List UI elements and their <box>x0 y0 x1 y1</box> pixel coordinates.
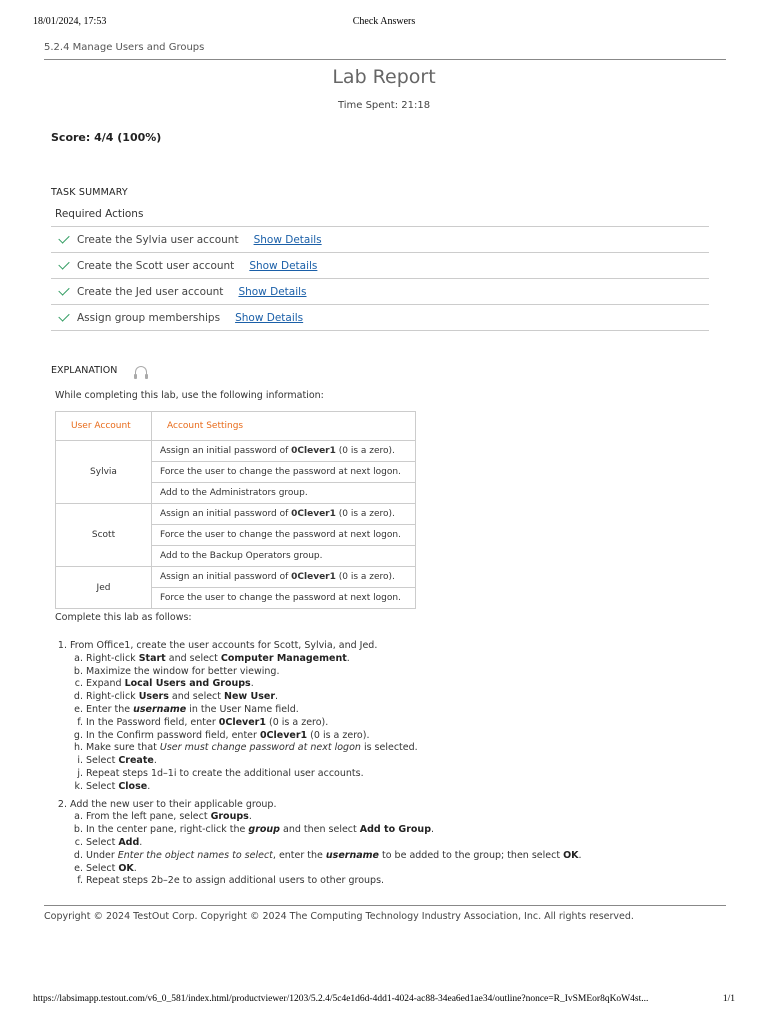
account-settings-table <box>55 411 416 609</box>
setting-cell: Add to the Backup Operators group. <box>152 546 416 567</box>
breadcrumb: 5.2.4 Manage Users and Groups <box>44 42 205 53</box>
step: 1. From Office1, create the user accounts for Scott, Sylvia, and Jed. a. Right-click Start and select Computer Management. b. Maximize the window for better viewing. c. Expand Local Users and Groups. d. Right-click Users and select New User. e. Enter the username in the User Name field. f. In the Password field, enter 0Clever1 (0 is a zero). g. In the Confirm password field, enter 0Clever1 (0 is a zero). h. Make sure that User must change password at next logon is selected. i. Select Create. j. Repeat steps 1d–1i to create the additional user accounts. k. Select Close. <box>70 640 710 794</box>
print-datetime: 18/01/2024, 17:53 <box>33 16 107 27</box>
show-details-link[interactable]: Show Details <box>238 285 307 298</box>
check-icon <box>58 310 69 321</box>
setting-cell: Force the user to change the password at next logon. <box>152 462 416 483</box>
page-title: Lab Report <box>332 66 436 88</box>
show-details-link[interactable]: Show Details <box>235 311 304 324</box>
time-spent: Time Spent: 21:18 <box>337 100 431 111</box>
substep: a. From the left pane, select Groups. <box>86 811 710 824</box>
action-row <box>51 253 709 279</box>
action-row <box>51 279 709 305</box>
substep: a. Right-click Start and select Computer Management. <box>86 653 710 666</box>
setting-cell: Add to the Administrators group. <box>152 483 416 504</box>
steps-list <box>60 640 710 893</box>
substep: b. Maximize the window for better viewing. <box>86 666 710 679</box>
explanation-label: EXPLANATION <box>51 365 118 376</box>
table-row <box>56 441 416 462</box>
substep: d. Under Enter the object names to select, enter the username to be added to the group; then select OK. <box>86 850 710 863</box>
score: Score: 4/4 (100%) <box>51 131 162 144</box>
substep: i. Select Create. <box>86 755 710 768</box>
action-row <box>51 305 709 331</box>
user-name: Scott <box>56 504 152 567</box>
substep: e. Select OK. <box>86 863 710 876</box>
print-page-number: 1/1 <box>722 994 735 1004</box>
check-icon <box>58 232 69 243</box>
user-name: Jed <box>56 567 152 609</box>
headphones-icon[interactable] <box>135 366 147 376</box>
setting-cell: Assign an initial password of 0Clever1 (0 is a zero). <box>152 441 416 462</box>
check-icon <box>58 284 69 295</box>
setting-cell: Assign an initial password of 0Clever1 (0 is a zero). <box>152 567 416 588</box>
substep: b. In the center pane, right-click the group and then select Add to Group. <box>86 824 710 837</box>
print-url: https://labsimapp.testout.com/v6_0_581/index.html/productviewer/1203/5.2.4/5c4e1d6d-4dd1-4024-ac88-34ea6ed1ae34/outline?nonce=R_IvSMEor8qKoW4st... <box>33 994 649 1004</box>
setting-cell: Force the user to change the password at next logon. <box>152 588 416 609</box>
setting-cell: Force the user to change the password at next logon. <box>152 525 416 546</box>
action-text: Create the Jed user account <box>77 285 224 298</box>
user-name: Sylvia <box>56 441 152 504</box>
step: 2. Add the new user to their applicable group. a. From the left pane, select Groups. b. In the center pane, right-click the group and then select Add to Group. c. Select Add. d. Under Enter the object names to select, enter the username to be added to the group; then select OK. e. Select OK. f. Repeat steps 2b–2e to assign additional users to other groups. <box>70 799 710 889</box>
complete-instructions-intro: Complete this lab as follows: <box>55 612 192 623</box>
substep: j. Repeat steps 1d–1i to create the additional user accounts. <box>86 768 710 781</box>
substeps-list <box>70 653 710 794</box>
action-text: Create the Scott user account <box>77 259 235 272</box>
substep: k. Select Close. <box>86 781 710 794</box>
substep: c. Select Add. <box>86 837 710 850</box>
action-row <box>51 227 709 253</box>
column-header-account-settings: Account Settings <box>152 412 416 441</box>
substeps-list <box>70 811 710 888</box>
explanation-intro: While completing this lab, use the following information: <box>55 390 324 401</box>
action-text: Create the Sylvia user account <box>77 233 239 246</box>
setting-cell: Assign an initial password of 0Clever1 (0 is a zero). <box>152 504 416 525</box>
explanation-heading <box>51 365 147 376</box>
substep: c. Expand Local Users and Groups. <box>86 678 710 691</box>
show-details-link[interactable]: Show Details <box>249 259 318 272</box>
substep: d. Right-click Users and select New User. <box>86 691 710 704</box>
print-page-title: Check Answers <box>352 16 416 27</box>
substep: g. In the Confirm password field, enter 0Clever1 (0 is a zero). <box>86 730 710 743</box>
column-header-user-account: User Account <box>56 412 152 441</box>
copyright: Copyright © 2024 TestOut Corp. Copyright © 2024 The Computing Technology Industry Association, Inc. All rights reserved. <box>44 911 634 922</box>
task-summary-heading: TASK SUMMARY <box>51 187 128 198</box>
table-row <box>56 567 416 588</box>
substep: f. In the Password field, enter 0Clever1 (0 is a zero). <box>86 717 710 730</box>
substep: h. Make sure that User must change password at next logon is selected. <box>86 742 710 755</box>
table-row <box>56 504 416 525</box>
action-text: Assign group memberships <box>77 311 221 324</box>
divider <box>44 905 726 906</box>
show-details-link[interactable]: Show Details <box>253 233 322 246</box>
substep: e. Enter the username in the User Name field. <box>86 704 710 717</box>
required-actions-list <box>51 226 709 331</box>
required-actions-title: Required Actions <box>55 208 144 220</box>
substep: f. Repeat steps 2b–2e to assign additional users to other groups. <box>86 875 710 888</box>
check-icon <box>58 258 69 269</box>
table-header-row <box>56 412 416 441</box>
divider <box>44 59 726 60</box>
